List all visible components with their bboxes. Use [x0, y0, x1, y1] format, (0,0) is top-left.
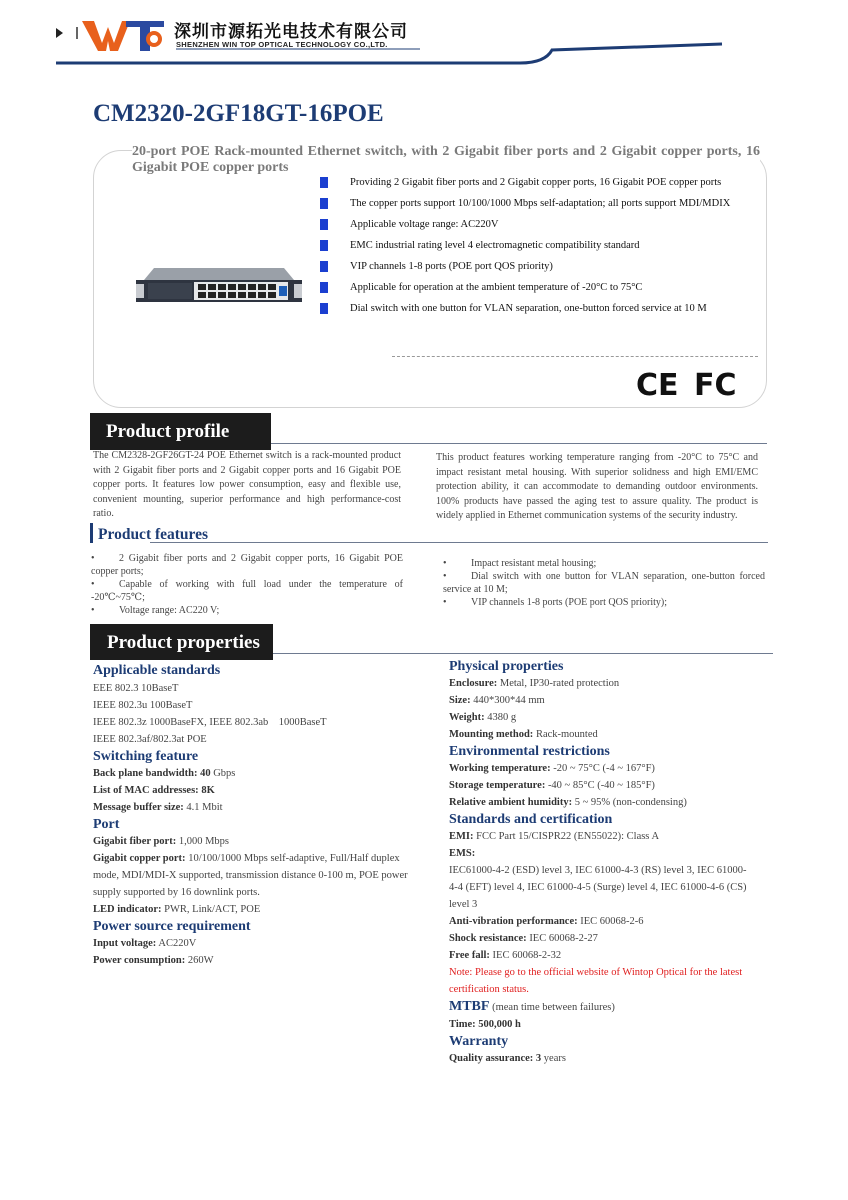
product-properties-heading: Product properties	[90, 624, 273, 660]
mtbf-time: Time: 500,000 h	[449, 1019, 521, 1030]
warranty-heading: Warranty	[449, 1034, 509, 1049]
section-rule	[273, 653, 773, 654]
key-feature-item: VIP channels 1-8 ports (POE port QOS priority)	[320, 256, 742, 277]
properties-left-column	[93, 662, 423, 969]
company-name-cn: 深圳市源拓光电技术有限公司	[174, 22, 408, 42]
key-features-list	[320, 172, 742, 319]
dashed-divider	[392, 356, 758, 357]
switch-product-image	[134, 262, 304, 310]
page-title: CM2320-2GF18GT-16POE	[93, 100, 384, 127]
product-features-heading: Product features	[90, 523, 208, 543]
bullet-square-icon	[320, 219, 328, 230]
bullet-square-icon	[320, 261, 328, 272]
list-item: • Voltage range: AC220 V;	[91, 605, 220, 616]
physical-properties-heading: Physical properties	[449, 659, 564, 674]
product-profile-heading: Product profile	[90, 413, 271, 450]
product-subtitle: 20-port POE Rack-mounted Ethernet switch, with 2 Gigabit fiber ports and 2 Gigabit copper ports, 16 Gigabit POE copper ports	[132, 144, 760, 175]
fc-mark: FC	[694, 368, 737, 398]
list-item: • Dial switch with one button for VLAN separation, one-button forced service at 10 M;	[443, 571, 765, 595]
working-temperature: Working temperature: -20 ~ 75°C (-4 ~ 167°F)	[449, 763, 655, 774]
power-consumption: Power consumption: 260W	[93, 955, 214, 966]
key-feature-item: Providing 2 Gigabit fiber ports and 2 Gigabit copper ports, 16 Gigabit POE copper ports	[320, 172, 742, 193]
weight: Weight: 4380 g	[449, 712, 517, 723]
bullet-square-icon	[320, 303, 328, 314]
mounting-method: Mounting method: Rack-mounted	[449, 729, 598, 740]
anti-vibration: Anti-vibration performance: IEC 60068-2-6	[449, 916, 644, 927]
standard-line: IEEE 802.3u 100BaseT	[93, 700, 193, 711]
ce-mark: CE	[636, 368, 679, 398]
features-list-right	[443, 557, 765, 609]
list-item: • Impact resistant metal housing;	[443, 558, 597, 569]
ems-label: EMS:	[449, 848, 476, 859]
relative-humidity: Relative ambient humidity: 5 ~ 95% (non-condensing)	[449, 797, 687, 808]
bullet-square-icon	[320, 198, 328, 209]
power-requirement-heading: Power source requirement	[93, 919, 251, 934]
standard-line: IEEE 802.3af/802.3at POE	[93, 734, 207, 745]
key-feature-item: The copper ports support 10/100/1000 Mbps self-adaptation; all ports support MDI/MDIX	[320, 193, 742, 214]
applicable-standards-heading: Applicable standards	[93, 663, 221, 678]
header-curve-line	[0, 36, 848, 76]
emi: EMI: FCC Part 15/CISPR22 (EN55022): Class A	[449, 831, 660, 842]
fiber-port: Gigabit fiber port: 1,000 Mbps	[93, 836, 230, 847]
shock-resistance: Shock resistance: IEC 60068-2-27	[449, 933, 598, 944]
storage-temperature: Storage temperature: -40 ~ 85°C (-40 ~ 185°F)	[449, 780, 655, 791]
message-buffer: Message buffer size: 4.1 Mbit	[93, 802, 223, 813]
bullet-square-icon	[320, 282, 328, 293]
switching-feature-heading: Switching feature	[93, 749, 199, 764]
company-name-en: SHENZHEN WIN TOP OPTICAL TECHNOLOGY CO.,LTD.	[176, 40, 388, 49]
ce-fc-certification-marks	[636, 368, 746, 398]
copper-port: Gigabit copper port: 10/100/1000 Mbps self-adaptive, Full/Half duplex mode, MDI/MDI-X supported, transmission distance 0-100 m, POE power supply supported by 16 downlink ports.	[93, 853, 408, 898]
input-voltage: Input voltage: AC220V	[93, 938, 197, 949]
mac-addresses: List of MAC addresses: 8K	[93, 785, 215, 796]
key-feature-item: Dial switch with one button for VLAN separation, one-button forced service at 10 M	[320, 298, 742, 319]
certification-note: Note: Please go to the official website of Wintop Optical for the latest certification status.	[449, 967, 743, 995]
key-feature-item: EMC industrial rating level 4 electromagnetic compatibility standard	[320, 235, 742, 256]
section-rule	[271, 443, 767, 444]
features-list-left	[91, 552, 403, 617]
ems-value: IEC61000-4-2 (ESD) level 3, IEC 61000-4-3 (RS) level 3, IEC 61000-4-4 (EFT) level 4, IEC 61000-4-5 (Surge) level 4, IEC 61000-4-6 (CS) level 3	[449, 865, 747, 910]
environmental-heading: Environmental restrictions	[449, 744, 610, 759]
list-item: • Capable of working with full load under the temperature of -20℃~75℃;	[91, 579, 403, 603]
section-rule	[150, 542, 768, 543]
standards-certification-heading: Standards and certification	[449, 812, 613, 827]
mtbf-heading: MTBF (mean time between failures)	[449, 999, 615, 1014]
size: Size: 440*300*44 mm	[449, 695, 545, 706]
profile-text-right: This product features working temperature ranging from -20°C to 75°C and impact resistant metal housing. With superior solidness and high EMI/EMC protection ability, it can accommodate to demanding outdoor environments. 100% products have passed the aging test to assure quality. The product is widely applied in Ethernet communication systems of the security industry.	[436, 452, 758, 521]
standard-line: IEEE 802.3z 1000BaseFX, IEEE 802.3ab 1000BaseT	[93, 717, 327, 728]
backplane-bandwidth: Back plane bandwidth: 40 Gbps	[93, 768, 236, 779]
profile-text-left: The CM2328-2GF26GT-24 POE Ethernet switch is a rack-mounted product with 2 Gigabit fiber ports and 2 Gigabit copper ports and 16 Gigabit POE copper ports. It features low power consumption, easy and flexible use, convenient mounting, superior performance and high performance-cost ratio.	[93, 450, 401, 519]
quality-assurance: Quality assurance: 3 years	[449, 1053, 566, 1064]
port-heading: Port	[93, 817, 120, 832]
enclosure: Enclosure: Metal, IP30-rated protection	[449, 678, 620, 689]
led-indicator: LED indicator: PWR, Link/ACT, POE	[93, 904, 261, 915]
bullet-square-icon	[320, 240, 328, 251]
properties-right-column	[449, 658, 779, 1067]
list-item: • VIP channels 1-8 ports (POE port QOS priority);	[443, 597, 667, 608]
standard-line: EEE 802.3 10BaseT	[93, 683, 179, 694]
key-feature-item: Applicable for operation at the ambient temperature of -20°C to 75°C	[320, 277, 742, 298]
key-feature-item: Applicable voltage range: AC220V	[320, 214, 742, 235]
list-item: • 2 Gigabit fiber ports and 2 Gigabit copper ports, 16 Gigabit POE copper ports;	[91, 553, 403, 577]
free-fall: Free fall: IEC 60068-2-32	[449, 950, 562, 961]
bullet-square-icon	[320, 177, 328, 188]
